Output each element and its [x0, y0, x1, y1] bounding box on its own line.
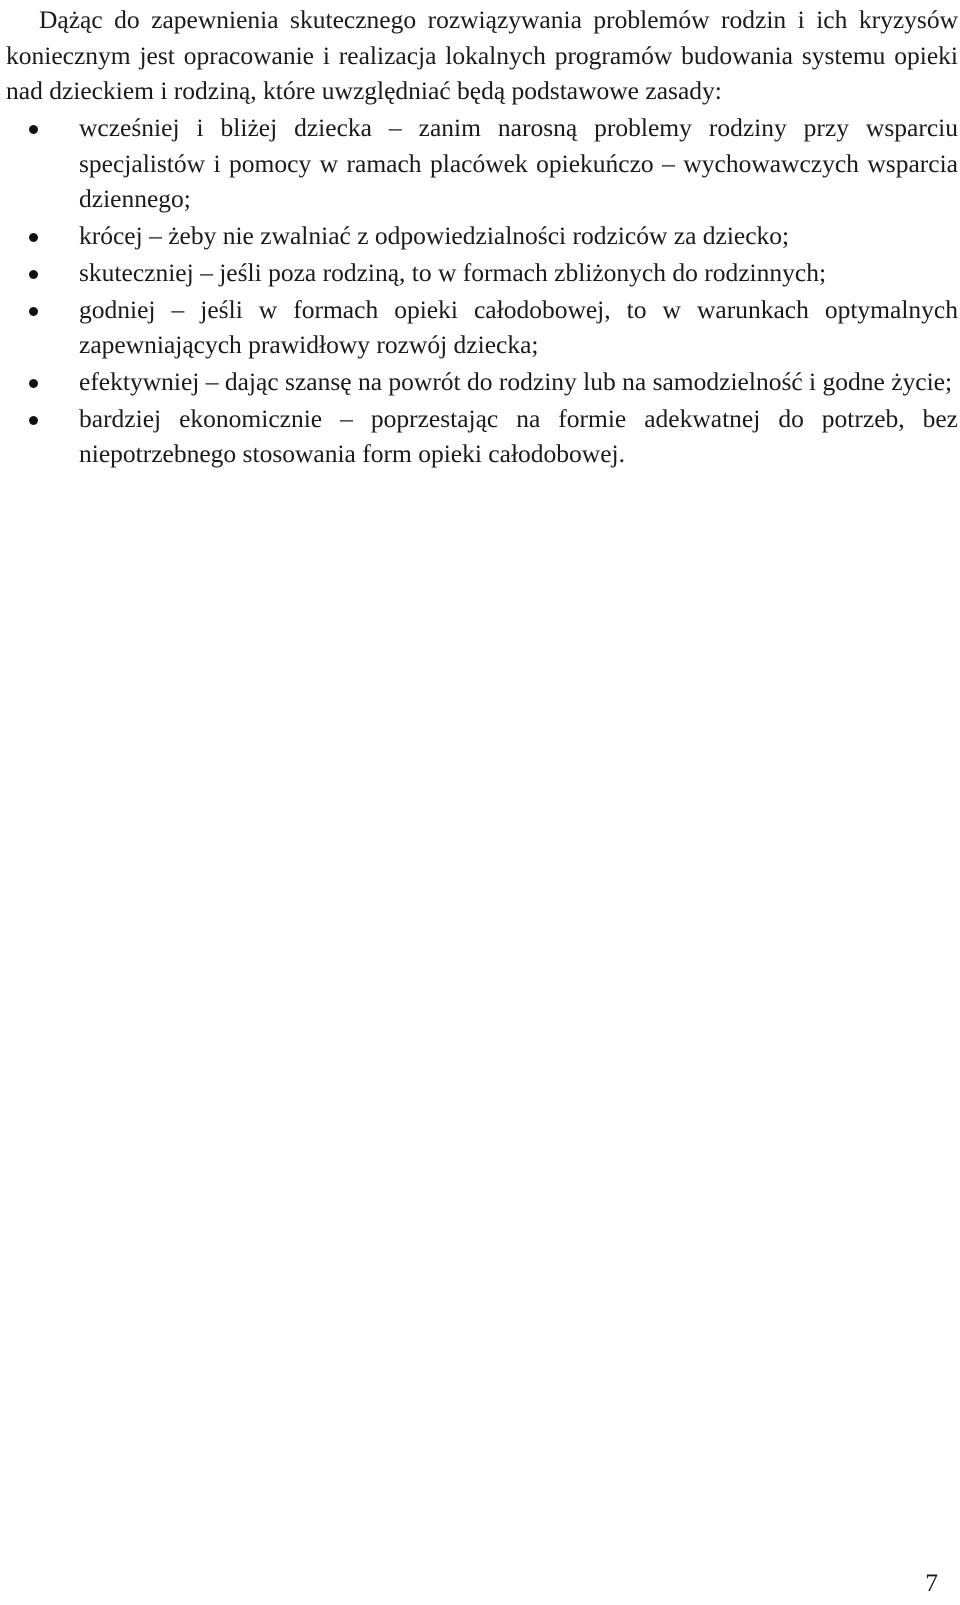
- list-item-text: wcześniej i bliżej dziecka – zanim narosną problemy rodziny przy wsparciu specjalistów i pomocy w ramach placówek opiekuńczo – wychowawczych wsparcia dziennego;: [79, 112, 958, 214]
- list-item-text: bardziej ekonomicznie – poprzestając na formie adekwatnej do potrzeb, bez niepotrzebnego stosowania form opieki całodobowej.: [79, 403, 958, 469]
- list-item: [6, 364, 958, 400]
- page-number: 7: [925, 1568, 938, 1597]
- bullet-icon: [29, 416, 38, 425]
- list-item-text: krócej – żeby nie zwalniać z odpowiedzialności rodziców za dziecko;: [79, 220, 790, 250]
- bullet-icon: [29, 270, 38, 279]
- bullet-icon: [29, 379, 38, 388]
- list-item: [6, 401, 958, 472]
- intro-paragraph: Dążąc do zapewnienia skutecznego rozwiązywania problemów rodzin i ich kryzysów koniecznym jest opracowanie i realizacja lokalnych programów budowania systemu opieki nad dzieckiem i rodziną, które uwzględniać będą podstawowe zasady:: [6, 5, 958, 106]
- document-body: [6, 2, 958, 472]
- list-item: [6, 110, 958, 217]
- list-item: [6, 255, 958, 291]
- list-item: [6, 218, 958, 254]
- bullet-icon: [29, 125, 38, 134]
- list-item-text: efektywniej – dając szansę na powrót do rodziny lub na samodzielność i godne życie;: [79, 366, 953, 396]
- list-item-text: godniej – jeśli w formach opieki całodobowej, to w warunkach optymalnych zapewniających prawidłowy rozwój dziecka;: [79, 294, 958, 360]
- list-item-text: skuteczniej – jeśli poza rodziną, to w formach zbliżonych do rodzinnych;: [79, 257, 827, 287]
- bullet-icon: [29, 307, 38, 316]
- principles-list: [6, 110, 958, 472]
- bullet-icon: [29, 233, 38, 242]
- list-item: [6, 292, 958, 363]
